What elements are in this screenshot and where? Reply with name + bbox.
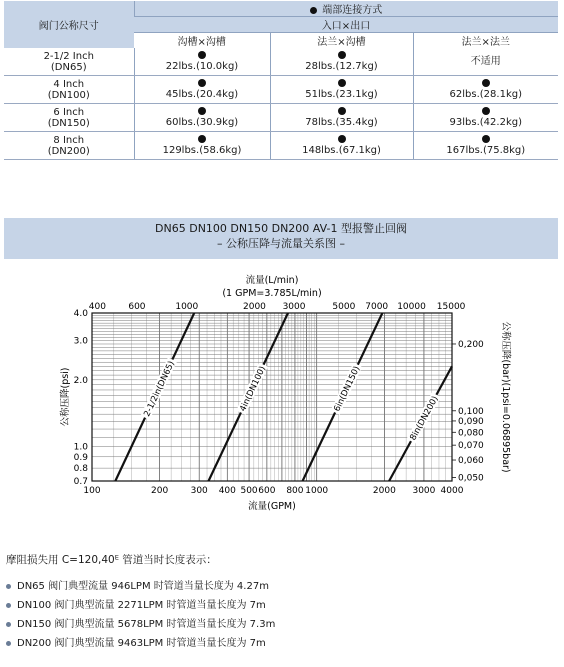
- weight-value: 62lbs.(28.1kg): [449, 89, 522, 100]
- y-axis-label: 公称压降(psi): [60, 367, 71, 427]
- size-cell: 6 Inch (DN150): [4, 104, 134, 132]
- weight-value: 148lbs.(67.1kg): [302, 145, 381, 156]
- io-header: 入口×出口: [134, 17, 558, 33]
- list-item: DN200 阀门典型流量 9463LPM 时管道当量长度为 7m: [6, 634, 266, 649]
- right-tick-label: 0,090: [458, 416, 484, 427]
- right-tick-label: 0,200: [458, 339, 484, 350]
- top-tick-label: 400: [88, 302, 106, 312]
- x-tick-label: 400: [218, 486, 236, 496]
- x-tick-label: 500: [240, 486, 258, 496]
- top-tick-label: 10000: [397, 302, 426, 312]
- right-tick-label: 0,080: [458, 428, 484, 439]
- top-tick-label: 2000: [243, 302, 266, 312]
- y-tick-label: 0.7: [73, 477, 88, 487]
- dot-icon: [198, 107, 206, 115]
- weight-value: 93lbs.(42.2kg): [449, 117, 522, 128]
- x-tick-label: 600: [258, 486, 276, 496]
- series-label: 8in(DN200): [408, 394, 441, 443]
- y-tick-label: 2.0: [73, 375, 88, 386]
- size-cell: 8 Inch (DN200): [4, 132, 134, 160]
- y-tick-label: 3.0: [73, 336, 88, 347]
- weight-value: 167lbs.(75.8kg): [446, 145, 526, 156]
- top-tick-label: 5000: [332, 302, 356, 312]
- weight-value: 45lbs.(20.4kg): [165, 89, 239, 100]
- dot-icon: [482, 107, 490, 115]
- col-header: 沟槽×沟槽: [134, 33, 270, 49]
- table-row: [4, 76, 558, 104]
- dot-icon: [198, 79, 206, 87]
- x-axis-label: 流量(GPM): [248, 501, 296, 512]
- col-header: 法兰×法兰: [413, 33, 558, 49]
- size-header: 阀门公称尺寸: [4, 1, 134, 48]
- x-tick-label: 800: [286, 486, 304, 496]
- series-label: 2-1/2in(DN65): [142, 359, 177, 419]
- right-tick-label: 0,050: [458, 473, 484, 484]
- weight-value: 不适用: [413, 48, 558, 76]
- plot-frame: [92, 313, 452, 481]
- top-axis-label: 流量(L/min): [245, 275, 299, 286]
- chart-banner: [4, 218, 558, 259]
- table-row: [4, 48, 558, 76]
- dot-icon: [338, 135, 346, 143]
- dot-icon: [338, 79, 346, 87]
- right-tick-label: 0,100: [458, 406, 484, 417]
- size-cell: 2-1/2 Inch (DN65): [4, 48, 134, 76]
- top-tick-label: 7000: [365, 302, 389, 312]
- dot-icon: [198, 51, 206, 59]
- x-tick-label: 3000: [412, 486, 436, 496]
- banner-title: DN65 DN100 DN150 DN200 AV-1 型报警止回阀: [155, 222, 407, 235]
- bullet-icon: [310, 7, 317, 14]
- list-item: DN150 阀门典型流量 5678LPM 时管道当量长度为 7.3m: [6, 615, 275, 630]
- right-tick-label: 0,060: [458, 456, 484, 467]
- top-tick-label: 1000: [175, 302, 199, 312]
- weight-value: 51lbs.(23.1kg): [305, 89, 378, 100]
- series-label: 6in(DN150): [332, 364, 363, 414]
- dot-icon: [198, 135, 206, 143]
- y-tick-label: 1.0: [73, 442, 88, 453]
- bullet-icon: [6, 603, 11, 608]
- y-tick-label: 4.0: [73, 309, 88, 319]
- series-label: 4in(DN100): [238, 364, 269, 414]
- banner-subtitle: – 公称压降与流量关系图 –: [217, 237, 345, 250]
- dot-icon: [482, 79, 490, 87]
- size-cell: 4 Inch (DN100): [4, 76, 134, 104]
- dot-icon: [338, 51, 346, 59]
- y-tick-label: 0.8: [73, 464, 88, 475]
- weight-value: 28lbs.(12.7kg): [305, 61, 378, 72]
- col-header: 法兰×沟槽: [270, 33, 413, 49]
- top-axis-sublabel: (1 GPM=3.785L/min): [222, 288, 322, 299]
- dot-icon: [338, 107, 346, 115]
- pressure-flow-chart: [0, 262, 564, 512]
- table-row: [4, 132, 558, 160]
- weight-value: 129lbs.(58.6kg): [162, 145, 242, 156]
- weight-value: 78lbs.(35.4kg): [305, 117, 378, 128]
- x-tick-label: 1000: [305, 486, 329, 496]
- weight-value: 22lbs.(10.0kg): [165, 61, 239, 72]
- list-item: DN65 阀门典型流量 946LPM 时管道当量长度为 4.27m: [6, 577, 269, 592]
- dot-icon: [482, 135, 490, 143]
- right-axis-label: 公称压降(bar)(1psi=0.06895bar): [500, 321, 511, 473]
- weight-value: 60lbs.(30.9kg): [165, 117, 239, 128]
- bullet-icon: [6, 641, 11, 646]
- x-tick-label: 200: [151, 486, 169, 496]
- table-row: [4, 104, 558, 132]
- conn-header: 端部连接方式: [134, 1, 558, 17]
- x-tick-label: 100: [83, 486, 101, 496]
- right-tick-label: 0,070: [458, 441, 484, 452]
- notes-intro: 摩阻损失用 C=120,40ᴱ 管道当时长度表示：: [6, 554, 217, 566]
- top-tick-label: 15000: [436, 302, 466, 312]
- x-tick-label: 2000: [372, 486, 396, 496]
- y-tick-label: 0.9: [73, 452, 88, 463]
- x-tick-label: 4000: [440, 486, 464, 496]
- bullet-icon: [6, 584, 11, 589]
- top-tick-label: 3000: [282, 302, 306, 312]
- weight-table: [4, 1, 558, 160]
- bullet-icon: [6, 622, 11, 627]
- list-item: DN100 阀门典型流量 2271LPM 时管道当量长度为 7m: [6, 596, 266, 611]
- top-tick-label: 600: [128, 302, 146, 312]
- x-tick-label: 300: [190, 486, 208, 496]
